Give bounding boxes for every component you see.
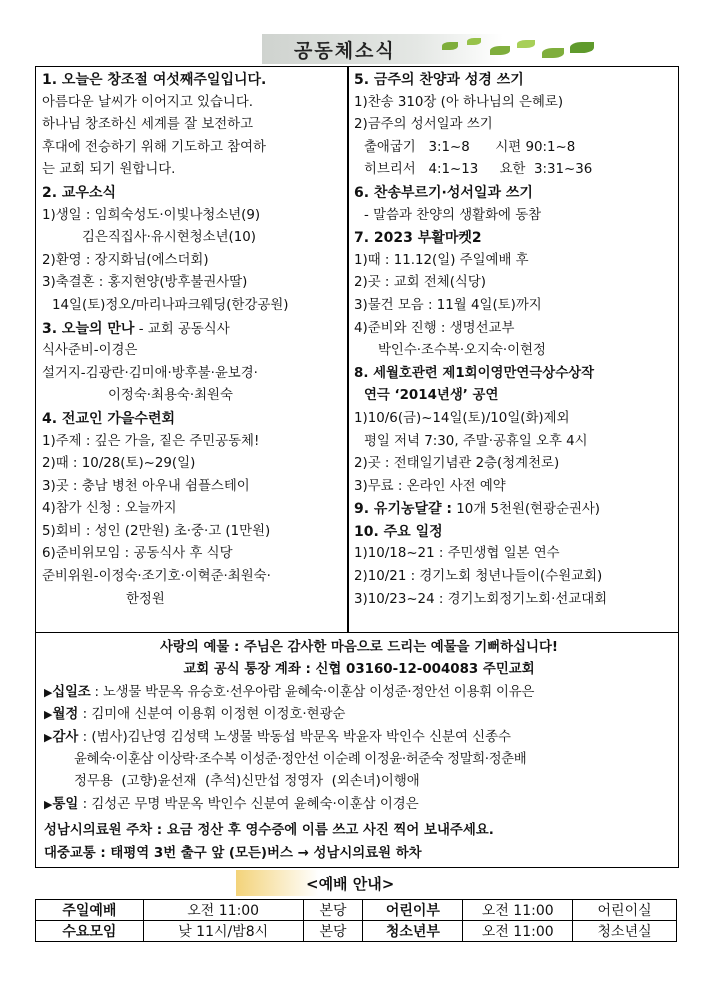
table-row bbox=[36, 921, 677, 942]
section-9-title: 9. 유기농달걀 : bbox=[354, 501, 453, 518]
section-5-line: 2)금주의 성서일과 쓰기 bbox=[354, 117, 493, 133]
section-2-line: 14일(토)정오/마리나파크웨딩(한강공원) bbox=[52, 297, 289, 313]
section-1-line: 후대에 전승하기 위해 기도하고 참여하 bbox=[42, 139, 266, 155]
section-8-title-2: 연극 ‘2014년생’ 공연 bbox=[364, 388, 499, 404]
section-2-line: 1)생일 : 임희숙성도·이빛나청소년(9) bbox=[42, 207, 261, 223]
table-cell: 어린이실 bbox=[573, 900, 677, 921]
section-10-line: 2)10/21 : 경기노회 청년나들이(수원교회) bbox=[354, 569, 603, 585]
left-column bbox=[42, 69, 342, 611]
tithe-label: 십일조 bbox=[52, 684, 91, 700]
unity-names: : 김성곤 무명 박문옥 박인수 신분여 윤혜숙·이훈삼 이경은 bbox=[78, 796, 419, 812]
section-1-line: 하나님 창조하신 세계를 잘 보전하고 bbox=[42, 117, 254, 133]
column-divider bbox=[347, 67, 349, 632]
section-1-title: 1. 오늘은 창조절 여섯째주일입니다. bbox=[42, 72, 267, 88]
tithe-names: : 노생물 박문옥 유승호·선우아람 윤혜숙·이훈삼 이성준·정안선 이용휘 이유은 bbox=[90, 684, 535, 700]
transit-notice: 대중교통 : 태평역 3번 출구 앞 (모든)버스 → 성남시의료원 하차 bbox=[44, 845, 422, 861]
section-1-line: 는 교회 되기 원합니다. bbox=[42, 162, 176, 178]
triangle-bullet-icon: ▶ bbox=[44, 708, 53, 722]
section-4-line: 한정원 bbox=[126, 591, 165, 607]
section-7-line: 4)준비와 진행 : 생명선교부 bbox=[354, 320, 515, 336]
section-10-line: 3)10/23~24 : 경기노회정기노회·선교대회 bbox=[354, 591, 608, 607]
section-2-line: 2)환영 : 장지화님(에스더회) bbox=[42, 252, 209, 268]
thanks-line bbox=[44, 727, 674, 749]
section-7-line: 1)때 : 11.12(일) 주일예배 후 bbox=[354, 252, 529, 268]
tithe-line bbox=[44, 682, 674, 704]
news-box bbox=[35, 66, 679, 633]
monthly-line bbox=[44, 704, 674, 726]
section-8-line: 1)10/6(금)~14일(토)/10일(화)제외 bbox=[354, 410, 570, 426]
table-cell: 본당 bbox=[303, 921, 363, 942]
table-cell: 오전 11:00 bbox=[463, 921, 573, 942]
section-2-title: 2. 교우소식 bbox=[42, 184, 117, 201]
section-8-line: 2)곳 : 전태일기념관 2층(청계천로) bbox=[354, 456, 560, 472]
table-row bbox=[36, 900, 677, 921]
leaf-decoration-icon bbox=[517, 40, 535, 48]
bank-account: 교회 공식 통장 계좌 : 신협 03160-12-004083 주민교회 bbox=[183, 662, 535, 678]
section-5-line: 1)찬송 310장 (아 하나님의 은혜로) bbox=[354, 94, 564, 110]
section-7-line: 박인수·조수복·오지숙·이현정 bbox=[378, 343, 546, 359]
triangle-bullet-icon: ▶ bbox=[44, 797, 53, 811]
section-2-line: 김은직집사·유시현청소년(10) bbox=[82, 230, 257, 246]
section-3-title: 3. 오늘의 만나 bbox=[42, 320, 135, 337]
leaf-decoration-icon bbox=[570, 42, 594, 53]
section-8-title: 8. 세월호관련 제1회이영만연극상수상작 bbox=[354, 365, 595, 381]
section-8-line: 3)무료 : 온라인 사전 예약 bbox=[354, 478, 506, 494]
unity-label: 통일 bbox=[52, 796, 79, 812]
thanks-line-3: 정무용 (고향)윤선재 (추석)신만섭 정영자 (외손녀)이행애 bbox=[74, 774, 420, 790]
section-7-title: 7. 2023 부활마켓2 bbox=[354, 230, 482, 247]
table-cell: 본당 bbox=[303, 900, 363, 921]
table-cell: 청소년실 bbox=[573, 921, 677, 942]
monthly-label: 월정 bbox=[52, 707, 79, 723]
section-3-title-rest: - 교회 공동식사 bbox=[134, 321, 230, 337]
section-5-line: 히브리서 4:1~13 요한 3:31~36 bbox=[364, 162, 593, 178]
table-cell: 낮 11시/밤8시 bbox=[143, 921, 303, 942]
thanks-names: : (범사)김난영 김성택 노생물 박동섭 박문옥 박윤자 박인수 신분여 신종수 bbox=[78, 729, 511, 745]
section-4-line: 4)참가 신청 : 오늘까지 bbox=[42, 501, 177, 517]
section-4-line: 준비위원-이정숙·조기호·이혁준·최원숙· bbox=[42, 569, 271, 585]
right-column bbox=[354, 69, 676, 611]
unity-line bbox=[44, 794, 674, 816]
page-title: 공동체소식 bbox=[294, 40, 396, 62]
section-3-line: 설거지-김광란·김미애·방후불·윤보경· bbox=[42, 365, 258, 381]
leaf-decoration-icon bbox=[490, 46, 510, 55]
section-4-line: 6)준비위모임 : 공동식사 후 식당 bbox=[42, 546, 233, 562]
service-title-band bbox=[236, 870, 472, 896]
table-cell: 오전 11:00 bbox=[143, 900, 303, 921]
table-cell: 수요모임 bbox=[36, 921, 144, 942]
leaf-decoration-icon bbox=[542, 48, 564, 58]
section-4-line: 2)때 : 10/28(토)~29(일) bbox=[42, 456, 196, 472]
section-7-line: 3)물건 모음 : 11월 4일(토)까지 bbox=[354, 297, 542, 313]
triangle-bullet-icon: ▶ bbox=[44, 685, 53, 699]
thanks-label: 감사 bbox=[52, 729, 79, 745]
section-10-line: 1)10/18~21 : 주민생협 일본 연수 bbox=[354, 546, 560, 562]
section-10-title: 10. 주요 일정 bbox=[354, 523, 443, 540]
thanks-line-2: 윤혜숙·이훈삼 이상락·조수복 이성준·정안선 이순례 이정윤·허준숙 정말희·정춘배 bbox=[74, 751, 527, 767]
section-3-title-line bbox=[42, 318, 342, 341]
table-cell: 청소년부 bbox=[363, 921, 463, 942]
section-header bbox=[262, 34, 606, 64]
section-5-line: 출애굽기 3:1~8 시편 90:1~8 bbox=[364, 139, 576, 155]
section-3-line: 식사준비-이경은 bbox=[42, 343, 138, 359]
service-title: <예배 안내> bbox=[306, 875, 395, 893]
section-6-line: - 말씀과 찬양의 생활화에 동참 bbox=[364, 207, 542, 223]
section-4-line: 3)곳 : 충남 병천 아우내 쉼플스테이 bbox=[42, 478, 250, 494]
service-table bbox=[35, 899, 677, 942]
triangle-bullet-icon: ▶ bbox=[44, 730, 53, 744]
section-4-title: 4. 전교인 가을수련회 bbox=[42, 410, 175, 427]
section-4-line: 1)주제 : 깊은 가을, 짙은 주민공동체! bbox=[42, 433, 260, 449]
table-cell: 오전 11:00 bbox=[463, 900, 573, 921]
table-cell: 어린이부 bbox=[363, 900, 463, 921]
leaf-decoration-icon bbox=[442, 42, 458, 50]
section-6-title: 6. 찬송부르기·성서일과 쓰기 bbox=[354, 184, 533, 201]
section-7-line: 2)곳 : 교회 전체(식당) bbox=[354, 275, 487, 291]
section-9-rest: 10개 5천원(현광순권사) bbox=[452, 502, 601, 518]
section-9-line bbox=[354, 498, 676, 521]
parking-notice: 성남시의료원 주차 : 요금 정산 후 영수증에 이름 쓰고 사진 찍어 보내주세요. bbox=[44, 823, 494, 839]
section-3-line: 이정숙·최용숙·최원숙 bbox=[108, 388, 233, 404]
table-cell: 주일예배 bbox=[36, 900, 144, 921]
monthly-names: : 김미애 신분여 이용휘 이정현 이정호·현광순 bbox=[78, 707, 346, 723]
section-5-title: 5. 금주의 찬양과 성경 쓰기 bbox=[354, 72, 524, 88]
leaf-decoration-icon bbox=[467, 38, 481, 45]
section-8-line: 평일 저녁 7:30, 주말·공휴일 오후 4시 bbox=[364, 433, 588, 449]
offering-notice: 사랑의 예물 : 주님은 감사한 마음으로 드리는 예물을 기뻐하십니다! bbox=[159, 640, 558, 655]
section-2-line: 3)축결혼 : 홍지현양(방후불권사딸) bbox=[42, 275, 248, 291]
section-1-line: 아름다운 날씨가 이어지고 있습니다. bbox=[42, 94, 254, 110]
offering-content bbox=[44, 637, 674, 865]
section-4-line: 5)회비 : 성인 (2만원) 초·중·고 (1만원) bbox=[42, 523, 271, 539]
offering-box bbox=[35, 633, 679, 868]
